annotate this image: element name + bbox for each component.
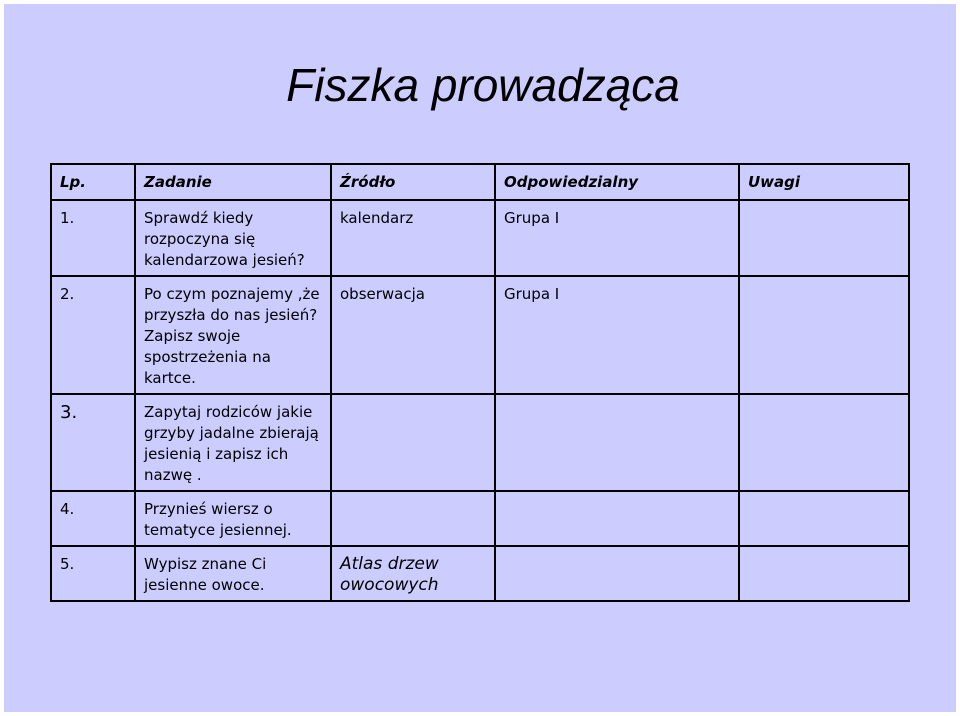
cell-lp: 5. [51,546,135,601]
cell-lp: 4. [51,491,135,546]
table-row [51,546,909,601]
cell-zrodlo [331,394,495,491]
header-zadanie: Zadanie [135,164,331,200]
page-title: Fiszka prowadząca [286,59,680,111]
cell-uwagi [739,491,909,546]
cell-zadanie: Zapytaj rodziców jakie grzyby jadalne zbierają jesienią i zapisz ich nazwę . [135,394,331,491]
cell-uwagi [739,276,909,394]
cell-lp: 2. [51,276,135,394]
cell-lp: 3. [51,394,135,491]
cell-zadanie: Wypisz znane Ci jesienne owoce. [135,546,331,601]
header-uwagi: Uwagi [739,164,909,200]
table-row [51,394,909,491]
task-table [50,163,910,602]
cell-odpowiedzialny: Grupa I [495,276,739,394]
cell-uwagi [739,394,909,491]
header-lp: Lp. [51,164,135,200]
cell-odpowiedzialny [495,546,739,601]
header-zrodlo: Źródło [331,164,495,200]
cell-zadanie: Sprawdź kiedy rozpoczyna się kalendarzowa jesień? [135,200,331,276]
cell-zrodlo: obserwacja [331,276,495,394]
cell-zadanie: Przynieś wiersz o tematyce jesiennej. [135,491,331,546]
table-row [51,491,909,546]
table-row [51,200,909,276]
cell-odpowiedzialny: Grupa I [495,200,739,276]
cell-uwagi [739,546,909,601]
cell-uwagi [739,200,909,276]
cell-zrodlo [331,491,495,546]
cell-odpowiedzialny [495,491,739,546]
cell-odpowiedzialny [495,394,739,491]
header-odpowiedzialny: Odpowiedzialny [495,164,739,200]
cell-lp: 1. [51,200,135,276]
table-row [51,276,909,394]
cell-zrodlo: Atlas drzew owocowych [331,546,495,601]
table-header-row [51,164,909,200]
cell-zadanie: Po czym poznajemy ,że przyszła do nas jesień? Zapisz swoje spostrzeżenia na kartce. [135,276,331,394]
cell-zrodlo: kalendarz [331,200,495,276]
